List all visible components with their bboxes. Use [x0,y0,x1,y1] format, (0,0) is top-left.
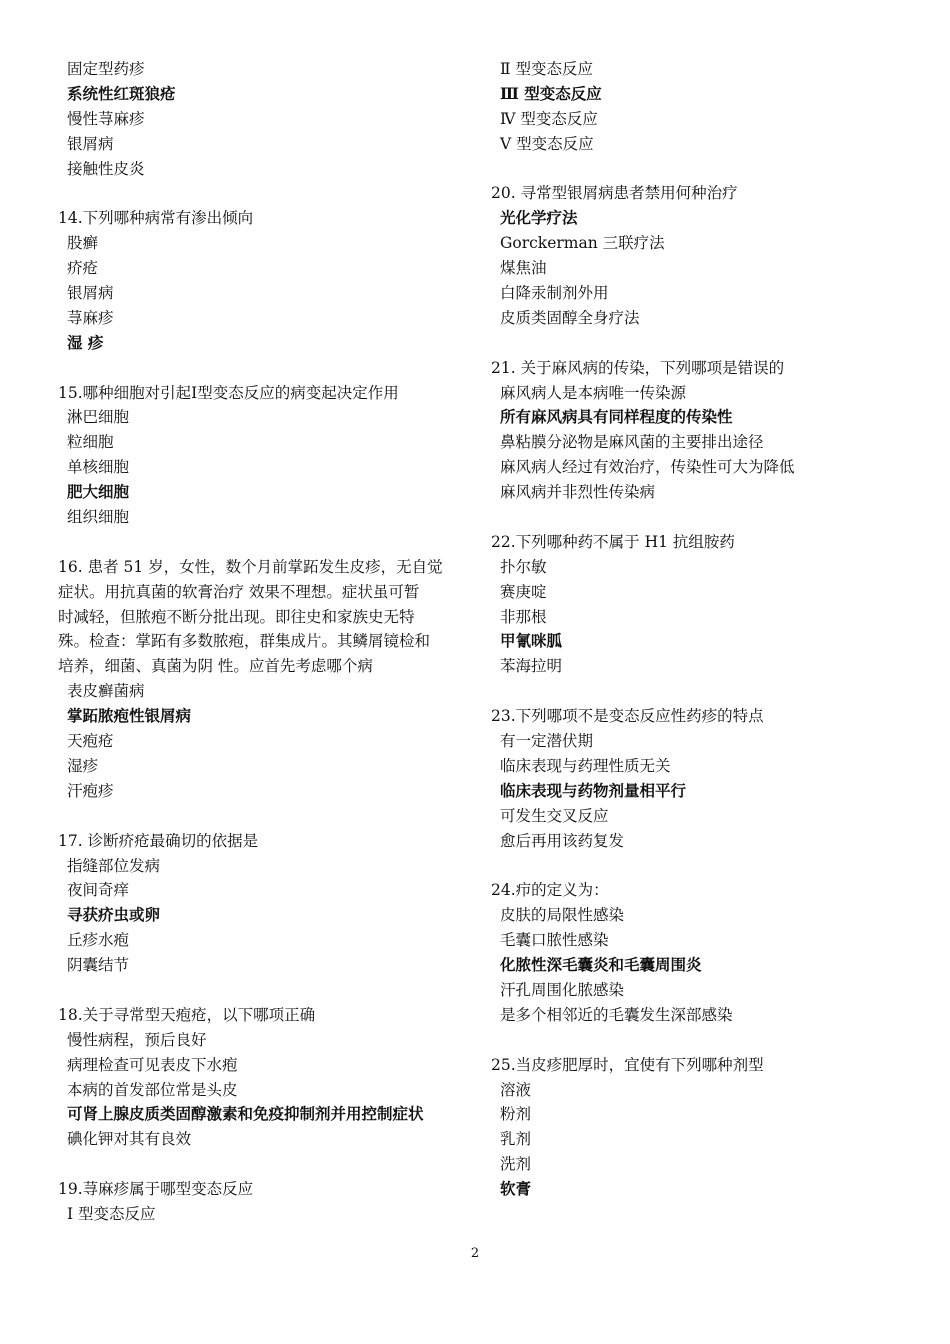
q25-option-3: 乳剂 [500,1130,532,1149]
q17-stem: 17. 诊断疥疮最确切的依据是 [58,831,259,850]
q25-option-1: 溶液 [500,1080,532,1099]
q21-stem: 21. 关于麻风病的传染，下列哪项是错误的 [491,358,785,377]
q19-option-3-answer: Ⅲ 型变态反应 [500,83,602,103]
q16-option-3: 天疱疮 [67,732,114,751]
q15-option-3: 单核细胞 [67,458,130,477]
q19-option-1: Ⅰ 型变态反应 [67,1204,156,1223]
q13-option-4: 银屑病 [67,134,114,153]
q17-option-4: 丘疹水疱 [67,931,130,950]
q22-option-3: 非那根 [500,607,547,626]
q14-stem: 14.下列哪种病常有渗出倾向 [58,209,254,228]
q23-option-5: 愈后再用该药复发 [500,831,625,850]
q15-option-5: 组织细胞 [67,508,130,527]
q25-stem: 25.当皮疹肥厚时，宜使有下列哪种剂型 [491,1055,764,1074]
q17-option-2: 夜间奇痒 [67,881,130,900]
q16-option-4: 湿疹 [67,756,99,775]
page-number: 2 [470,1246,480,1261]
q22-stem: 22.下列哪种药不属于 H1 抗组胺药 [491,532,735,551]
q24-option-2: 毛囊口脓性感染 [500,931,609,950]
q24-option-4: 汗孔周围化脓感染 [500,980,625,999]
q22-option-2: 赛庚啶 [500,582,547,601]
q18-option-5: 碘化钾对其有良效 [67,1130,192,1149]
q22-option-5: 苯海拉明 [500,657,563,676]
q20-option-5: 皮质类固醇全身疗法 [500,308,640,327]
q15-stem: 15.哪种细胞对引起Ⅰ型变态反应的病变起决定作用 [58,383,399,402]
q25-option-5-answer: 软膏 [500,1179,532,1199]
q25-option-2: 粉剂 [500,1105,532,1124]
q22-option-4-answer: 甲氰咪胍 [500,631,563,651]
q17-option-5: 阴囊结节 [67,956,130,975]
q18-option-4-answer: 可肾上腺皮质类固醇激素和免疫抑制剂并用控制症状 [67,1104,424,1124]
q16-option-1: 表皮癣菌病 [67,682,145,701]
q16-option-5: 汗疱疹 [67,781,114,800]
q13-option-1: 固定型药疹 [67,60,145,78]
q24-option-3-answer: 化脓性深毛囊炎和毛囊周围炎 [500,955,702,975]
q15-option-2: 粒细胞 [67,433,114,452]
q20-option-4: 白降汞制剂外用 [500,284,609,303]
q23-option-3-answer: 临床表现与药物剂量相平行 [500,780,687,800]
q16-stem-line-2: 症状。用抗真菌的软膏治疗 效果不理想。症状虽可暂 [58,582,420,601]
q21-option-4: 麻风病人经过有效治疗，传染性可大为降低 [500,458,795,477]
q18-option-2: 病理检查可见表皮下水疱 [67,1055,238,1074]
q13-option-2-answer: 系统性红斑狼疮 [67,83,176,103]
q23-option-1: 有一定潜伏期 [500,732,594,751]
q15-option-4-answer: 肥大细胞 [67,482,130,502]
q14-option-5-answer: 湿 疹 [67,332,104,352]
q21-option-2-answer: 所有麻风病具有同样程度的传染性 [500,407,733,427]
q16-option-2-answer: 掌跖脓疱性银屑病 [67,706,192,726]
q14-option-1: 股癣 [67,234,99,253]
q18-option-1: 慢性病程，预后良好 [67,1030,207,1049]
q15-option-1: 淋巴细胞 [67,408,130,427]
q23-option-2: 临床表现与药理性质无关 [500,756,671,775]
q13-option-3: 慢性荨麻疹 [67,109,145,128]
right-column [491,57,901,1202]
q20-option-1-answer: 光化学疗法 [500,208,578,228]
q16-stem-line-1: 16. 患者 51 岁，女性，数个月前掌跖发生皮疹，无自觉 [58,557,443,576]
q20-stem: 20. 寻常型银屑病患者禁用何种治疗 [491,184,738,203]
q14-option-2: 疥疮 [67,259,99,278]
q17-option-3-answer: 寻获疥虫或卵 [67,905,161,925]
q13-option-5: 接触性皮炎 [67,159,145,178]
q24-stem: 24.疖的定义为： [491,881,609,900]
q17-option-1: 指缝部位发病 [67,856,161,875]
q24-option-1: 皮肤的局限性感染 [500,906,625,925]
q24-option-5: 是多个相邻近的毛囊发生深部感染 [500,1005,733,1024]
q21-option-5: 麻风病并非烈性传染病 [500,483,656,502]
left-column [58,57,468,1227]
q21-option-3: 鼻粘膜分泌物是麻风菌的主要排出途径 [500,433,764,452]
q16-stem-line-4: 殊。检查：掌跖有多数脓疱，群集成片。其鳞屑镜检和 [58,632,431,651]
q19-stem: 19.荨麻疹属于哪型变态反应 [58,1180,254,1199]
q14-option-3: 银屑病 [67,284,114,303]
q16-stem-line-5: 培养，细菌、真菌为阴 性。应首先考虑哪个病 [58,657,373,676]
q14-option-4: 荨麻疹 [67,308,114,327]
q16-stem-line-3: 时减轻，但脓疱不断分批出现。即往史和家族史无特 [58,607,415,626]
q20-option-2: Gorckerman 三联疗法 [500,234,665,253]
q22-option-1: 扑尔敏 [500,557,547,576]
q18-option-3: 本病的首发部位常是头皮 [67,1080,238,1099]
q20-option-3: 煤焦油 [500,259,547,278]
q19-option-4: Ⅳ 型变态反应 [500,109,598,128]
q23-option-4: 可发生交叉反应 [500,806,609,825]
q18-stem: 18.关于寻常型天疱疮，以下哪项正确 [58,1005,316,1024]
q23-stem: 23.下列哪项不是变态反应性药疹的特点 [491,707,764,726]
q19-option-2: Ⅱ 型变态反应 [500,60,593,78]
q21-option-1: 麻风病人是本病唯一传染源 [500,383,687,402]
q19-option-5: Ⅴ 型变态反应 [500,134,594,153]
q25-option-4: 洗剂 [500,1155,532,1174]
